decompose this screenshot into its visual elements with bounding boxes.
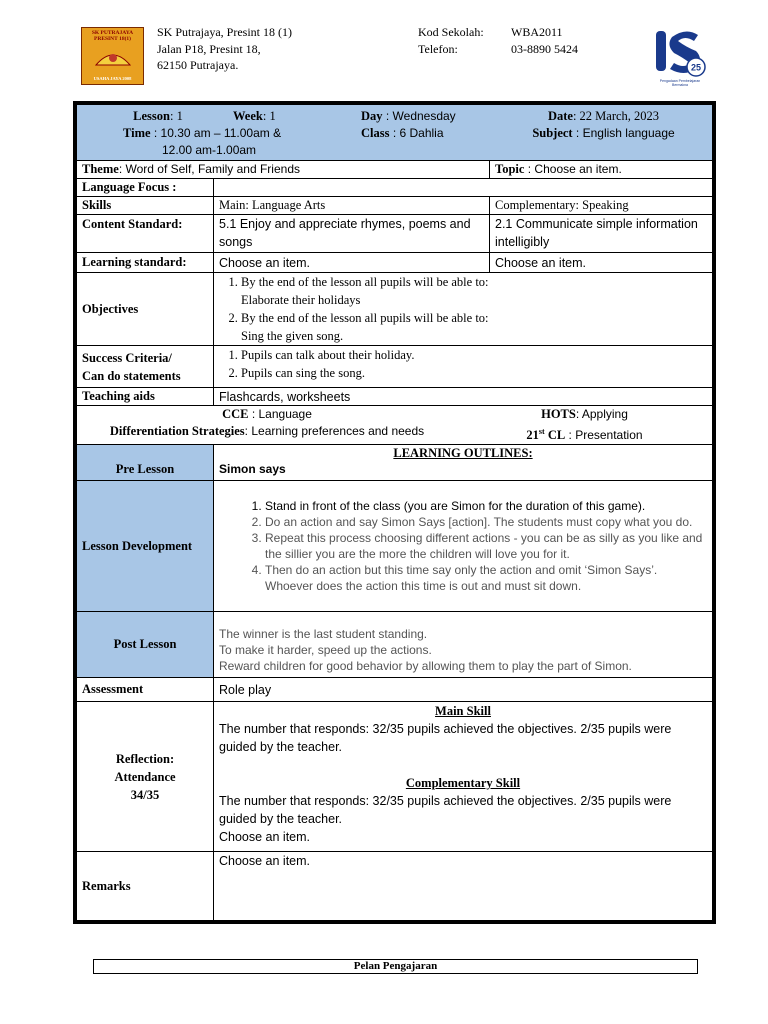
lesson-development-label: Lesson Development: [77, 481, 214, 612]
success-item: 1. Pupils can talk about their holiday.: [241, 346, 707, 364]
success-label-2: Can do statements: [82, 368, 181, 383]
subject-value: : English language: [572, 125, 675, 140]
school-logo-text: SK PUTRAJAYA PRESINT 18(1): [91, 30, 134, 42]
language-focus-value: [214, 179, 713, 197]
content-standard-main: 5.1 Enjoy and appreciate rhymes, poems and songs: [214, 215, 490, 253]
development-step: 2. Do an action and say Simon Says [action]. The students must copy what you do.: [265, 514, 707, 530]
learning-outlines-title: LEARNING OUTLINES:: [393, 446, 533, 461]
success-list: [219, 346, 707, 382]
hots-label: HOTS: [541, 407, 576, 421]
anniversary-number: 25: [690, 62, 702, 73]
school-address: [157, 24, 292, 74]
post-lesson-label: Post Lesson: [77, 612, 214, 678]
day-label: Day: [361, 108, 383, 123]
pre-lesson-value: Simon says: [219, 462, 286, 477]
theme-row: [77, 161, 713, 179]
school-logo-left: [81, 27, 144, 85]
learning-standard-row: [77, 253, 713, 273]
remarks-value: Choose an item.: [214, 852, 713, 921]
success-criteria-row: [77, 346, 713, 388]
language-focus-label: Language Focus: [82, 180, 170, 194]
assessment-label: Assessment: [77, 678, 214, 702]
cce-label: CCE: [222, 407, 249, 421]
teaching-aids-value: Flashcards, worksheets: [214, 388, 713, 406]
development-step: 1. Stand in front of the class (you are Simon for the duration of this game).: [265, 498, 707, 514]
address-line: SK Putrajaya, Presint 18 (1): [157, 25, 292, 39]
lesson-info-row: [77, 105, 713, 161]
lesson-value: : 1: [169, 108, 183, 123]
teaching-aids-label: Teaching aids: [77, 388, 214, 406]
day-value: : Wednesday: [382, 108, 456, 123]
assessment-value: Role play: [214, 678, 713, 702]
content-standard-comp: 2.1 Communicate simple information intelligibly: [490, 215, 713, 253]
comp-skill-choose: Choose an item.: [219, 830, 311, 845]
comp-skill-title: Complementary Skill: [405, 776, 521, 791]
content-standard-label: Content Standard:: [77, 215, 214, 253]
time-value: : 10.30 am – 11.00am &: [150, 125, 282, 140]
skills-main: Main: Language Arts: [214, 197, 490, 215]
cce-row: [77, 406, 713, 445]
cl-value: : Presentation: [565, 428, 643, 443]
objective-item: 1. By the end of the lesson all pupils will be able to: Elaborate their holidays: [241, 273, 707, 309]
theme-label: Theme: [82, 162, 119, 176]
tel-value: 03-8890 5424: [511, 41, 578, 56]
objective-item: 2. By the end of the lesson all pupils will be able to: Sing the given song.: [241, 309, 707, 345]
remarks-label: Remarks: [77, 852, 214, 921]
time-value-2: 12.00 am-1.00am: [162, 142, 257, 157]
anniversary-logo: [652, 25, 708, 87]
success-item: 2. Pupils can sing the song.: [241, 364, 707, 382]
tel-label: Telefon:: [418, 41, 458, 56]
post-lesson-line: Reward children for good behavior by allowing them to play the part of Simon.: [219, 658, 632, 673]
objectives-list: [219, 273, 707, 345]
kod-value: WBA2011: [511, 25, 563, 39]
week-value: : 1: [262, 108, 276, 123]
post-lesson-row: [77, 612, 713, 678]
lesson-label: Lesson: [133, 108, 170, 123]
comp-skill-text: The number that responds: 32/35 pupils achieved the objectives. 2/35 pupils were guided by the teacher.: [219, 794, 672, 827]
success-label-1: Success Criteria/: [82, 350, 172, 365]
cl-label: 21st CL: [526, 427, 566, 443]
anniversary-caption: Pengadaan Pembelajaran Bermakna: [659, 79, 701, 87]
anniversary-logo-icon: [652, 25, 708, 79]
class-label: Class: [361, 125, 390, 140]
time-label: Time: [123, 125, 151, 140]
learning-standard-comp: Choose an item.: [490, 253, 713, 273]
date-value: : 22 March, 2023: [572, 108, 660, 123]
teaching-aids-row: [77, 388, 713, 406]
diff-value: : Learning preferences and needs: [244, 424, 425, 438]
skills-label: Skills: [77, 197, 214, 215]
language-focus-colon: :: [169, 180, 177, 194]
post-lesson-line: The winner is the last student standing.: [219, 626, 428, 641]
theme-value: : Word of Self, Family and Friends: [118, 162, 300, 176]
lesson-plan-table: [73, 101, 716, 924]
cce-value: : Language: [248, 407, 312, 421]
main-skill-title: Main Skill: [435, 704, 491, 719]
objectives-label: Objectives: [77, 273, 214, 346]
subject-label: Subject: [532, 125, 573, 140]
assessment-row: [77, 678, 713, 702]
address-line: Jalan P18, Presint 18,: [157, 41, 261, 56]
lesson-development-row: [77, 481, 713, 612]
development-step: 4. Then do an action but this time say only the action and omit ‘Simon Says’. Whoever does the action this time is out and must sit down.: [265, 562, 707, 594]
school-logo-motto: USAHA JAYA 2008: [93, 76, 132, 81]
pre-lesson-label: Pre Lesson: [77, 445, 214, 481]
topic-value: : Choose an item.: [524, 162, 622, 176]
school-contact: [418, 24, 578, 57]
content-standard-row: [77, 215, 713, 253]
language-focus-row: [77, 179, 713, 197]
skills-comp: Complementary: Speaking: [490, 197, 713, 215]
topic-label: Topic: [495, 162, 525, 176]
attendance-value: 34/35: [130, 787, 160, 802]
main-skill-text: The number that responds: 32/35 pupils achieved the objectives. 2/35 pupils were guided by the teacher.: [219, 722, 672, 755]
post-lesson-line: To make it harder, speed up the actions.: [219, 642, 432, 657]
reflection-row: [77, 702, 713, 852]
kod-label: Kod Sekolah:: [418, 25, 484, 39]
attendance-label: Attendance: [114, 769, 176, 784]
reflection-label: Reflection:: [115, 751, 175, 766]
lesson-development-steps: [219, 498, 707, 594]
development-step: 3. Repeat this process choosing different actions - you can be as silly as you like and the sillier you are the more the children will love you for it.: [265, 530, 707, 562]
skills-row: [77, 197, 713, 215]
pre-lesson-row: [77, 445, 713, 481]
remarks-row: [77, 852, 713, 921]
week-label: Week: [233, 108, 263, 123]
class-value: : 6 Dahlia: [389, 125, 444, 140]
footer-label: Pelan Pengajaran: [93, 959, 698, 974]
learning-standard-label: Learning standard:: [77, 253, 214, 273]
objectives-row: [77, 273, 713, 346]
learning-standard-main: Choose an item.: [214, 253, 490, 273]
school-crest-icon: [94, 45, 132, 69]
diff-label: Differentiation Strategies: [109, 424, 245, 438]
address-line: 62150 Putrajaya.: [157, 58, 239, 72]
date-label: Date: [547, 108, 573, 123]
hots-value: : Applying: [575, 407, 628, 421]
